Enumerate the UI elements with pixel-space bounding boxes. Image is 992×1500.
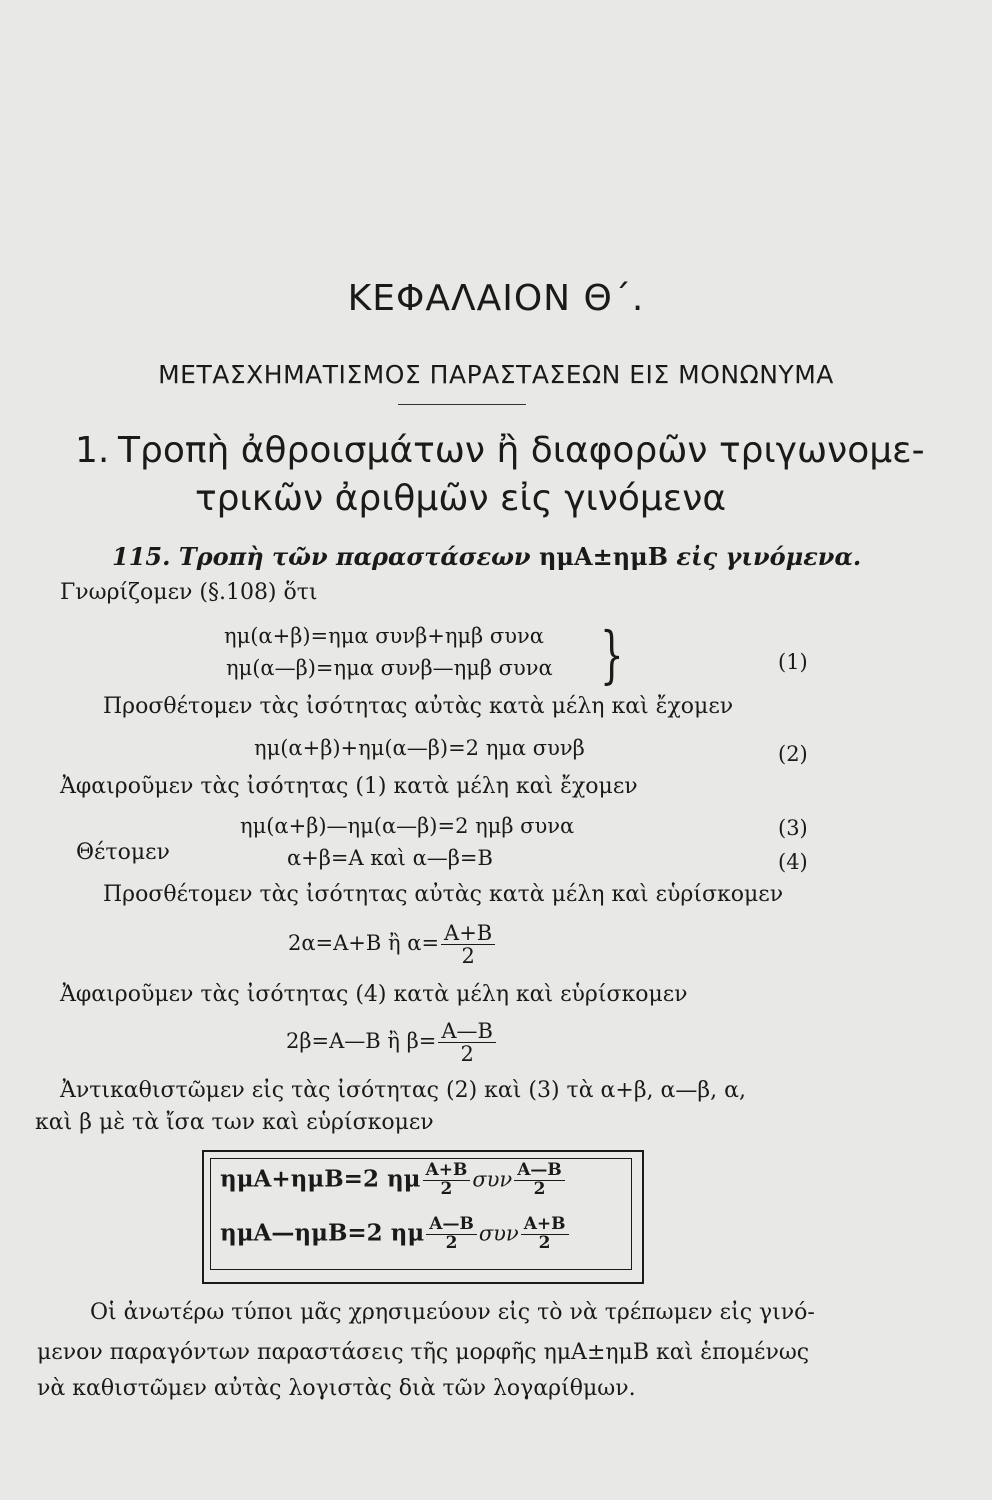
chapter-title: ΚΕΦΑΛΑΙΟΝ Θ΄. bbox=[347, 278, 645, 319]
text-add-1: Προσθέτομεν τὰς ἰσότητας αὐτὰς κατὰ μέλη καὶ ἔχομεν bbox=[103, 694, 734, 719]
chapter-subtitle: ΜΕΤΑΣΧΗΜΑΤΙΣΜΟΣ ΠΑΡΑΣΤΑΣΕΩΝ ΕΙΣ ΜΟΝΩΝΥΜΑ bbox=[158, 360, 834, 389]
closing-line2: μενον παραγόντων παραστάσεις τῆς μορφῆς ημΑ±ημΒ καὶ ἑπομένως bbox=[37, 1340, 810, 1365]
equation-1a: ημ(α+β)=ημα συνβ+ημβ συνα bbox=[224, 624, 544, 648]
fraction-beta-denominator: 2 bbox=[460, 1042, 474, 1067]
heading-115-text: Τροπὴ τῶν παραστάσεων bbox=[178, 542, 531, 571]
formula-sum-frac1 bbox=[423, 1162, 471, 1199]
heading-115-formula: ημΑ±ημΒ bbox=[538, 542, 668, 571]
formula-difference-frac2-den: 2 bbox=[538, 1232, 551, 1253]
text-subtract-2: Ἀφαιροῦμεν τὰς ἰσότητας (4) κατὰ μέλη καὶ εὑρίσκομεν bbox=[60, 982, 688, 1007]
text-substitute-line1: Ἀντικαθιστῶμεν εἰς τὰς ἰσότητας (2) καὶ (3) τὰ α+β, α—β, α, bbox=[60, 1078, 746, 1103]
brace: } bbox=[600, 618, 624, 691]
formula-sum-frac2-num: Α—Β bbox=[514, 1162, 565, 1181]
formula-sum-frac1-num: Α+Β bbox=[423, 1162, 471, 1181]
fraction-alpha-numerator: Α+Β bbox=[441, 922, 495, 945]
formula-sum-frac1-den: 2 bbox=[440, 1178, 453, 1199]
equation-5 bbox=[288, 922, 497, 967]
text-subtract-1: Ἀφαιροῦμεν τὰς ἰσότητας (1) κατὰ μέλη καὶ ἔχομεν bbox=[60, 774, 638, 799]
equation-3: ημ(α+β)—ημ(α—β)=2 ημβ συνα bbox=[240, 814, 575, 838]
heading-115 bbox=[112, 542, 861, 571]
equation-5-lhs: 2α=Α+Β ἢ α= bbox=[288, 931, 440, 956]
equation-6 bbox=[286, 1020, 498, 1065]
closing-line1: Οἱ ἀνωτέρω τύποι μᾶς χρησιμεύουν εἰς τὸ νὰ τρέπωμεν εἰς γινό- bbox=[90, 1300, 815, 1325]
divider bbox=[398, 404, 526, 405]
equation-number-2: (2) bbox=[778, 742, 808, 766]
equation-number-3: (3) bbox=[778, 816, 808, 840]
closing-line3: νὰ καθιστῶμεν αὐτὰς λογιστὰς διὰ τῶν λογαρίθμων. bbox=[37, 1376, 636, 1401]
formula-sum-frac2-den: 2 bbox=[533, 1178, 546, 1199]
fraction-beta bbox=[438, 1020, 496, 1065]
equation-2: ημ(α+β)+ημ(α—β)=2 ημα συνβ bbox=[254, 736, 585, 760]
text-substitute-line2: καὶ β μὲ τὰ ἴσα των καὶ εὑρίσκομεν bbox=[35, 1110, 434, 1135]
equation-1b: ημ(α—β)=ημα συνβ—ημβ συνα bbox=[226, 656, 553, 680]
formula-difference-frac1-num: Α—Β bbox=[426, 1216, 477, 1235]
text-add-2: Προσθέτομεν τὰς ἰσότητας αὐτὰς κατὰ μέλη καὶ εὑρίσκομεν bbox=[103, 882, 784, 907]
formula-sum-cos: συν bbox=[472, 1167, 513, 1192]
formula-sum-frac2 bbox=[514, 1162, 565, 1199]
formula-difference-frac2-num: Α+Β bbox=[521, 1216, 569, 1235]
equation-number-4: (4) bbox=[778, 850, 808, 874]
formula-sum-lhs: ημΑ+ημΒ=2 ημ bbox=[220, 1165, 421, 1193]
text-set: Θέτομεν bbox=[76, 840, 170, 865]
heading-115-number: 115. bbox=[112, 542, 171, 571]
heading-115-tail: εἰς γινόμενα. bbox=[676, 542, 862, 571]
equation-4: α+β=Α καὶ α—β=Β bbox=[287, 846, 493, 870]
formula-difference-lhs: ημΑ—ημΒ=2 ημ bbox=[220, 1219, 425, 1247]
formula-difference-frac1-den: 2 bbox=[445, 1232, 458, 1253]
section-title-line2: τρικῶν ἀριθμῶν εἰς γινόμενα bbox=[195, 478, 727, 519]
section-number: 1. bbox=[75, 430, 110, 471]
formula-difference-frac1 bbox=[426, 1216, 477, 1253]
fraction-alpha bbox=[441, 922, 495, 967]
fraction-beta-numerator: Α—Β bbox=[438, 1020, 496, 1043]
formula-difference-cos: συν bbox=[478, 1221, 519, 1246]
equation-number-1: (1) bbox=[778, 650, 808, 674]
intro-text: Γνωρίζομεν (§.108) ὅτι bbox=[60, 580, 318, 605]
section-title-line1: Τροπὴ ἀθροισμάτων ἢ διαφορῶν τριγωνομε- bbox=[118, 430, 925, 471]
equation-6-lhs: 2β=Α—Β ἢ β= bbox=[286, 1029, 437, 1054]
formula-sum bbox=[220, 1162, 567, 1199]
formula-difference-frac2 bbox=[521, 1216, 569, 1253]
formula-difference bbox=[220, 1216, 571, 1253]
fraction-alpha-denominator: 2 bbox=[461, 944, 475, 969]
